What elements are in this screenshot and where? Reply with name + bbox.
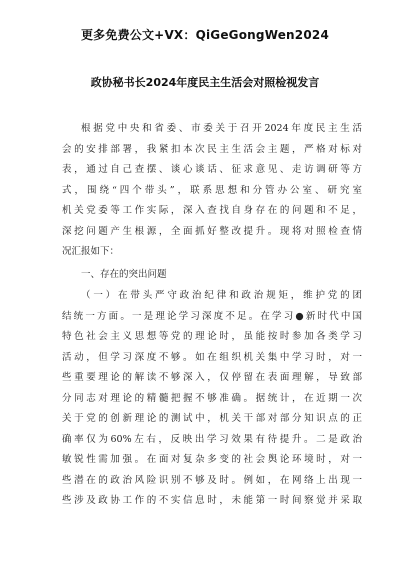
paragraph-line: 结统一方面。一是理论学习深度不足。在学习●新时代中国 — [62, 310, 362, 322]
paragraph-line: 会的安排部署，我紧扣本次民主生活会主题，严格对标对 — [62, 143, 362, 155]
paragraph-line: 关于党的创新理论的测试中，机关干部对部分知识点的正 — [62, 413, 362, 424]
paragraph-line: 况汇报如下： — [62, 246, 120, 257]
paragraph-line: 机关党委等工作实际，深入查找自身存在的问题和不足， — [62, 205, 362, 216]
paragraph-line: 分同志对理论的精髓把握不够准确。据统计，在近期一次 — [62, 392, 362, 404]
paragraph-line: 敏锐性需加强。在面对复杂多变的社会舆论环境时，对一 — [62, 454, 362, 465]
paragraph-line: 式，围绕“四个带头”，联系思想和分管办公室、研究室 — [62, 184, 362, 196]
paragraph-line: 确率仅为60%左右，反映出学习效果有待提升。二是政治 — [62, 433, 362, 445]
section-heading: 一、存在的突出问题 — [81, 269, 167, 280]
paragraph-line: 根据党中央和省委、市委关于召开2024年度民主生活 — [81, 123, 362, 134]
paragraph-line: 活动，但学习深度不够。如在组织机关集中学习时，对一 — [62, 351, 362, 363]
paragraph-line: （一）在带头严守政治纪律和政治规矩，维护党的团 — [81, 290, 362, 301]
paragraph-line: 些涉及政协工作的不实信息时，未能第一时间察觉并采取 — [62, 495, 362, 506]
paragraph-line: 表，通过自己查摆、谈心谈话、征求意见、走访调研等方 — [62, 164, 362, 175]
paragraph-line: 些重要理论的解读不够深入，仅停留在表面理解，导致部 — [62, 372, 362, 383]
paragraph-line: 些潜在的政治风险识别不够及时。例如，在网络上出现一 — [62, 474, 362, 486]
paragraph-intro — [62, 119, 362, 263]
paragraph-problems — [62, 286, 362, 512]
paragraph-line: 深挖问题产生根源，全面抓好整改提升。现将对照检查情 — [62, 225, 362, 237]
document-title: 政协秘书长2024年度民主生活会对照检视发言 — [90, 76, 320, 89]
paragraph-line: 特色社会主义思想等党的理论时，虽能按时参加各类学习 — [62, 331, 362, 342]
watermark-text: 更多免费公文+VX：QiGeGongWen2024 — [80, 28, 329, 42]
